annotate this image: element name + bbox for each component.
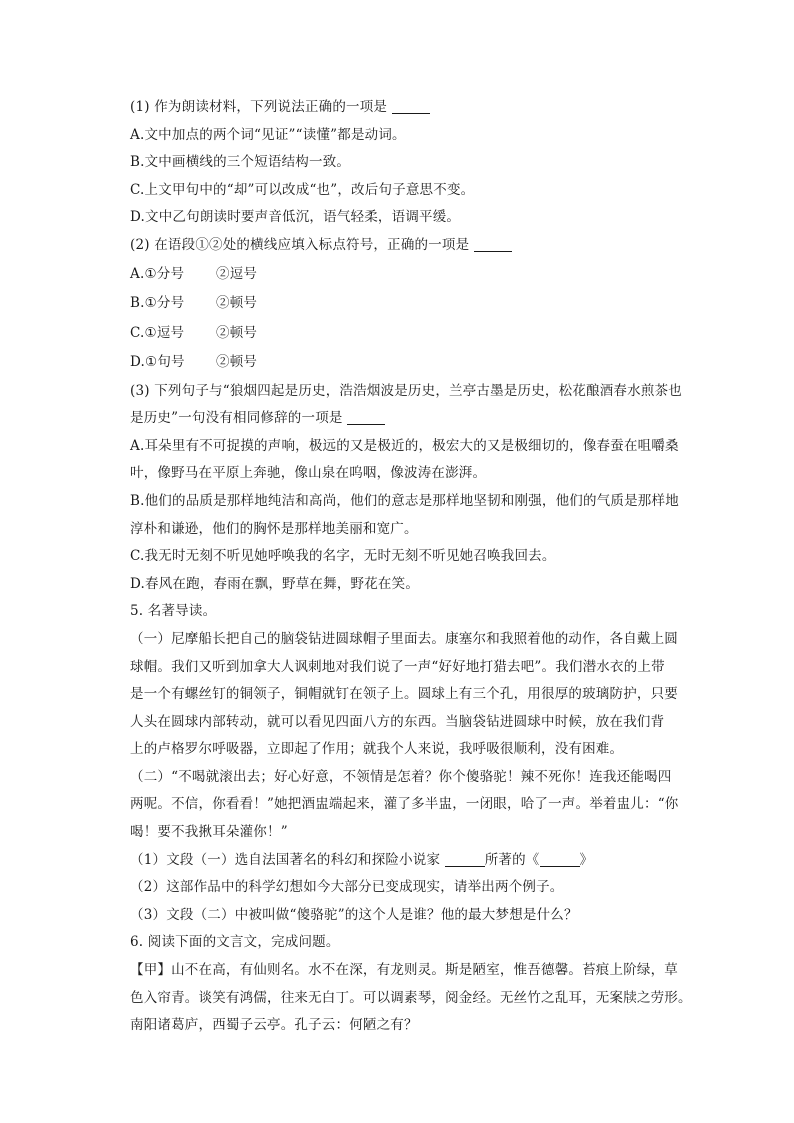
q6-title: 6. 阅读下面的文言文，完成问题。 (130, 934, 340, 951)
q5-passage1-line: 上的卢格罗尔呼吸器，立即起了作用；就我个人来说，我呼吸很顺利，没有困难。 (130, 741, 624, 758)
q6-passage-line: 南阳诸葛庐，西蜀子云亭。孔子云：何陋之有？ (130, 1017, 418, 1034)
q2-stem: (2) 在语段①②处的横线应填入标点符号，正确的一项是 (130, 232, 700, 260)
q3-stem-line: 是历史”一句没有相同修辞的一项是 (130, 405, 700, 433)
document-content (130, 94, 700, 1040)
q5-passage2-line: 喝！要不我揪耳朵灌你！” (130, 824, 288, 841)
answer-blank (474, 237, 512, 252)
q5-subquestion-1: （1）文段（一）选自法国著名的科幻和探险小说家 所著的《 》 (130, 851, 594, 868)
q5-subquestion-2: （2）这部作品中的科学幻想如今大部分已变成现实，请举出两个例子。 (130, 879, 564, 896)
answer-blank (540, 852, 580, 867)
q2-option-a: A.①分号 ②逗号 (130, 265, 258, 282)
q1-option-c: C.上文甲句中的“却”可以改成“也”，改后句子意思不变。 (130, 181, 475, 198)
q2-option-d: D.①句号 ②顿号 (130, 354, 258, 371)
q5-subquestion-3: （3）文段（二）中被叫做“傻骆驼”的这个人是谁？他的最大梦想是什么？ (130, 906, 578, 923)
q3-option-a-line: A.耳朵里有不可捉摸的声响，极远的又是极近的，极宏大的又是极细切的，像春蚕在咀嚼桑 (130, 437, 679, 454)
q5-passage2-line: 两呢。不信，你看看！”她把酒盅端起来，灌了多半盅，一闭眼，哈了一声。举着盅儿：“你 (130, 796, 679, 813)
q1-option-b: B.文中画横线的三个短语结构一致。 (130, 154, 351, 171)
q3-option-d: D.春风在跑，春雨在飘，野草在舞，野花在笑。 (130, 575, 420, 592)
q3-option-b-line: B.他们的品质是那样地纯洁和高尚，他们的意志是那样地坚韧和刚强，他们的气质是那样地 (130, 492, 679, 509)
q5-passage1-line: 人头在圆球内部转动，就可以看见四面八方的东西。当脑袋钻进圆球中时候，放在我们背 (130, 713, 665, 730)
q5-passage1-line: 是一个有螺丝钉的铜领子，铜帽就钉在领子上。圆球上有三个孔，用很厚的玻璃防护，只要 (130, 686, 678, 703)
answer-blank (347, 410, 385, 425)
q5-passage2-line: （二）“不喝就滚出去；好心好意，不领情是怎着？你个傻骆驼！辣不死你！连我还能喝四 (130, 768, 672, 785)
q5-passage1-line: 球帽。我们又听到加拿大人讽刺地对我们说了一声“好好地打猎去吧”。我们潜水衣的上带 (130, 658, 665, 675)
answer-blank (392, 99, 430, 114)
q3-option-a-line: 叶，像野马在平原上奔驰，像山泉在呜咽，像波涛在澎湃。 (130, 465, 487, 482)
q5-title: 5. 名著导读。 (130, 603, 217, 620)
q3-stem-line: (3) 下列句子与“狼烟四起是历史，浩浩烟波是历史，兰亭古墨是历史，松花酿酒春水煎茶也 (130, 382, 682, 399)
q5-passage1-line: （一）尼摩船长把自己的脑袋钻进圆球帽子里面去。康塞尔和我照着他的动作，各自戴上圆 (130, 630, 678, 647)
q3-option-b-line: 淳朴和谦逊，他们的胸怀是那样地美丽和宽广。 (130, 520, 418, 537)
q1-option-a: A.文中加点的两个词“见证”“读懂”都是动词。 (130, 126, 406, 143)
q1-stem: (1) 作为朗读材料，下列说法正确的一项是 (130, 94, 700, 122)
q2-option-b: B.①分号 ②顿号 (130, 295, 258, 312)
q6-passage-line: 【甲】山不在高，有仙则名。水不在深，有龙则灵。斯是陋室，惟吾德馨。苔痕上阶绿，草 (130, 962, 678, 979)
q2-option-c: C.①逗号 ②顿号 (130, 324, 258, 341)
q3-option-c: C.我无时无刻不听见她呼唤我的名字，无时无刻不听见她召唤我回去。 (130, 548, 556, 565)
q1-option-d: D.文中乙句朗读时要声音低沉，语气轻柔，语调平缓。 (130, 209, 461, 226)
answer-blank (445, 852, 485, 867)
q6-passage-line: 色入帘青。谈笑有鸿儒，往来无白丁。可以调素琴，阅金经。无丝竹之乱耳，无案牍之劳形。 (130, 989, 692, 1006)
